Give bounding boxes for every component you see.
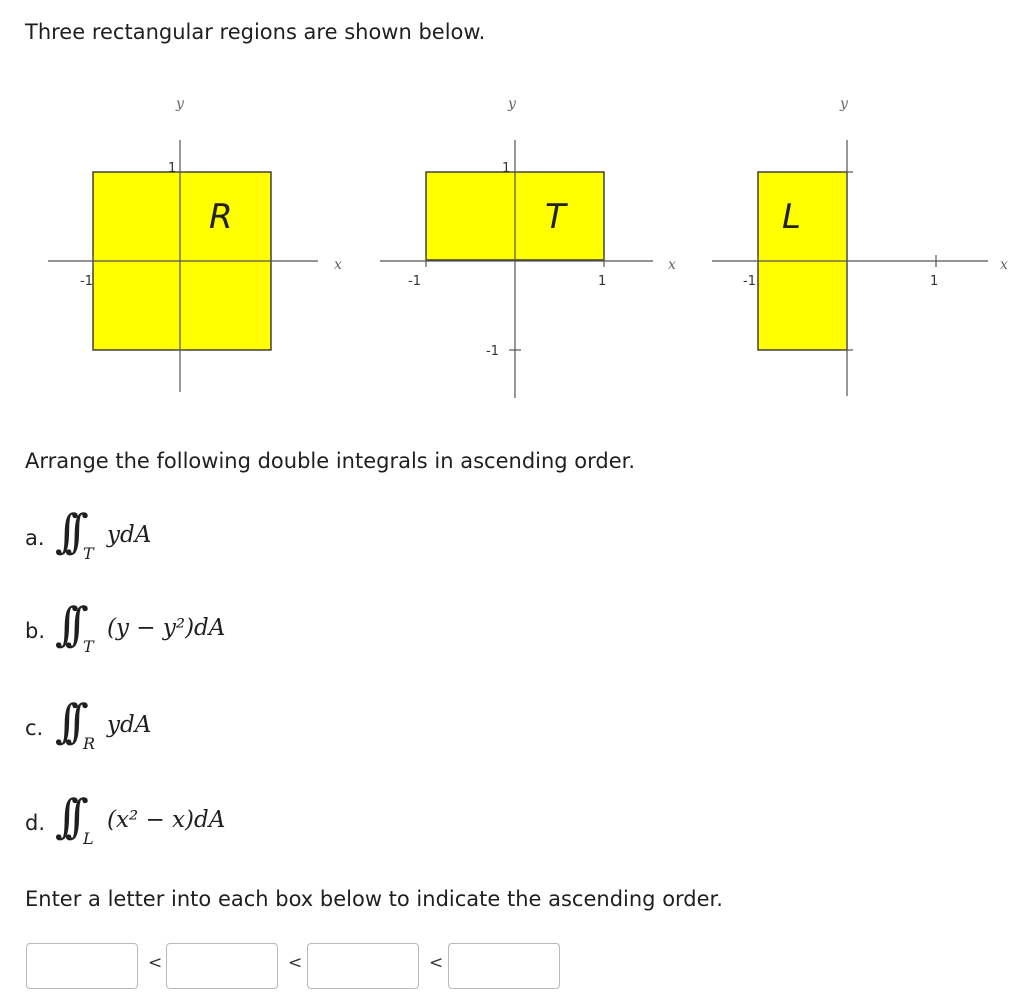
integral-region: R <box>83 734 96 753</box>
x-axis-label: x <box>1000 257 1008 273</box>
region-label-t: T <box>545 197 566 237</box>
less-than-sign: < <box>429 953 444 973</box>
less-than-sign: < <box>288 953 303 973</box>
double-integral-sign: ∫∫ <box>55 597 75 651</box>
double-integral-sign: ∫∫ <box>55 694 75 748</box>
tick-label: -1 <box>80 274 93 289</box>
tick-label: 1 <box>598 274 607 289</box>
tick-label: -1 <box>486 344 499 359</box>
option-letter: a. <box>25 526 45 550</box>
y-axis-label: y <box>176 96 184 112</box>
double-integral-sign: ∫∫ <box>55 504 75 558</box>
figure-r <box>48 96 342 392</box>
integral-region: T <box>83 544 94 563</box>
x-axis-label: x <box>334 257 342 273</box>
tick-label: -1 <box>743 274 756 289</box>
answer-box-3[interactable] <box>307 943 419 989</box>
y-axis-label: y <box>508 96 516 112</box>
option-letter: c. <box>25 716 44 740</box>
figure-l <box>712 96 1008 396</box>
less-than-sign: < <box>148 953 163 973</box>
answer-box-1[interactable] <box>26 943 138 989</box>
figure-t <box>380 96 676 398</box>
integral-region: T <box>83 637 94 656</box>
double-integral-sign: ∫∫ <box>55 789 75 843</box>
tick-label: -1 <box>408 274 421 289</box>
intro-text: Three rectangular regions are shown below. <box>25 20 486 44</box>
x-axis-label: x <box>668 257 676 273</box>
enter-prompt: Enter a letter into each box below to indicate the ascending order. <box>25 887 723 911</box>
arrange-prompt: Arrange the following double integrals in ascending order. <box>25 449 636 473</box>
answer-box-4[interactable] <box>448 943 560 989</box>
integral-region: L <box>83 829 94 848</box>
tick-label: 1 <box>168 161 177 176</box>
option-letter: b. <box>25 619 46 643</box>
region-label-r: R <box>209 197 233 237</box>
y-axis-label: y <box>840 96 848 112</box>
integrand: (y − y²)dA <box>107 615 226 641</box>
tick-label: 1 <box>502 161 511 176</box>
integrand: (x² − x)dA <box>107 807 226 833</box>
region-label-l: L <box>782 197 801 237</box>
integrand: ydA <box>107 522 152 548</box>
tick-label: 1 <box>930 274 939 289</box>
option-letter: d. <box>25 811 46 835</box>
integrand: ydA <box>107 712 152 738</box>
region-figures <box>0 80 1024 410</box>
answer-box-2[interactable] <box>166 943 278 989</box>
